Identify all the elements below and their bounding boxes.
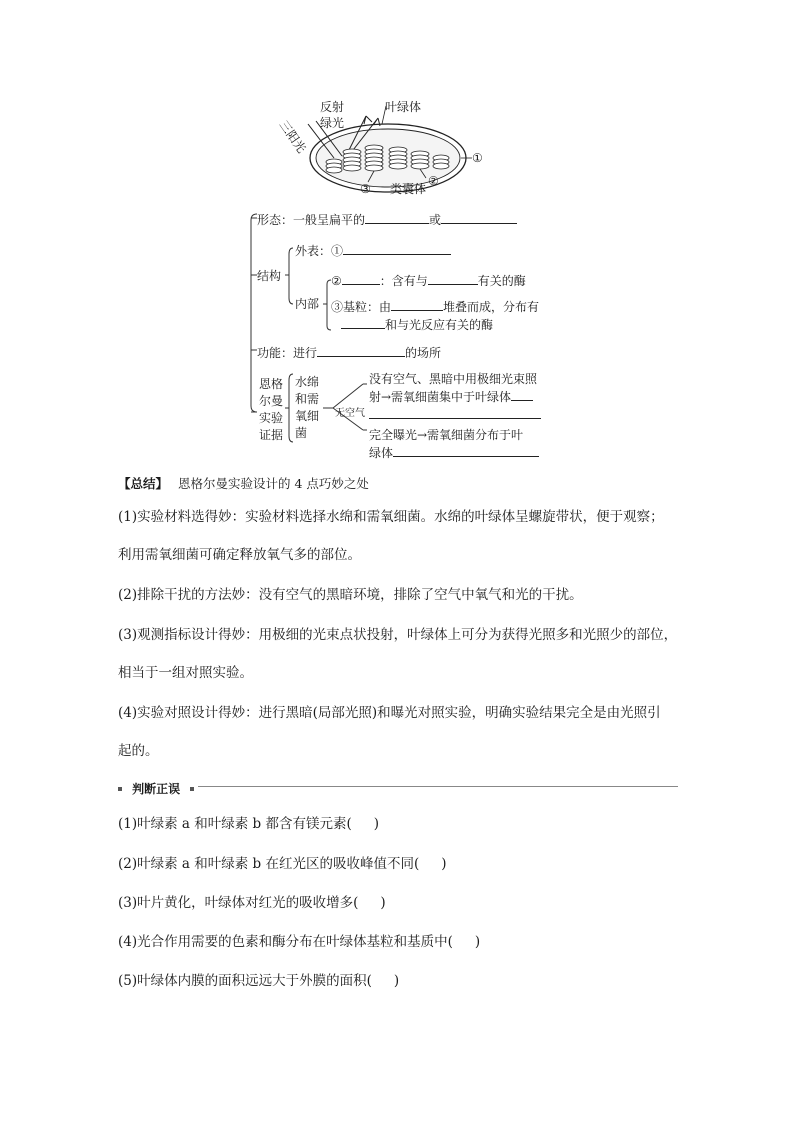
chloroplast-figure xyxy=(276,96,486,201)
judge-item-2 xyxy=(118,855,447,873)
eng-line-2: 尔曼 xyxy=(259,394,284,408)
material-line-1: 水绵 xyxy=(295,375,320,389)
summary-p3-line2: 相当于一组对照实验。 xyxy=(118,665,253,681)
shape-or: 或 xyxy=(429,213,442,227)
summary-title: 【总结】 xyxy=(118,476,169,491)
grana-num: ③ xyxy=(331,300,344,314)
material-label xyxy=(295,374,319,442)
map-outer-row xyxy=(295,242,451,259)
map-shape-row xyxy=(257,211,517,228)
structure-label: 结构 xyxy=(257,269,282,283)
summary-title-row xyxy=(118,474,369,492)
summary-p2: (2)排除干扰的方法妙：没有空气的黑暗环境，排除了空气中氧气和光的干扰。 xyxy=(118,587,583,603)
map-grana-row-2 xyxy=(341,316,493,333)
inner-label: 内部 xyxy=(295,297,320,311)
label-reflect-2: 绿光 xyxy=(320,116,345,130)
judge-heading-bullet-icon-2 xyxy=(190,787,194,791)
grana-text-1: 基粒：由 xyxy=(343,300,392,314)
function-text-2: 的场所 xyxy=(405,346,442,360)
label-1: ① xyxy=(472,151,483,165)
judge-item-1 xyxy=(118,815,379,833)
label-chloroplast: 叶绿体 xyxy=(385,100,422,114)
map-grana-row xyxy=(331,298,539,315)
judge-item-text: (2)叶绿素 a 和叶绿素 b 在红光区的吸收峰值不同( xyxy=(118,856,420,872)
material-line-2: 和需 xyxy=(295,392,320,406)
judge-item-text: (1)叶绿素 a 和叶绿素 b 都含有镁元素( xyxy=(118,816,352,832)
exp1-text xyxy=(369,370,541,424)
exp1-blank-1[interactable] xyxy=(511,388,533,401)
judge-item-5 xyxy=(118,972,399,990)
summary-p3-line1: (3)观测指标设计得妙：用极细的光束点状投射，叶绿体上可分为获得光照多和光照少的部位， xyxy=(118,627,678,643)
stroma-blank-1[interactable] xyxy=(342,272,380,285)
shape-blank-2[interactable] xyxy=(441,211,517,224)
judge-heading: 判断正误 xyxy=(132,782,181,796)
judge-item-text: (5)叶绿体内膜的面积远远大于外膜的面积( xyxy=(118,973,372,989)
summary-title-text: 恩格尔曼实验设计的 4 点巧妙之处 xyxy=(178,476,369,491)
exp1-line-2-row xyxy=(369,388,541,406)
judge-close-paren: ) xyxy=(393,973,400,989)
material-line-3: 氧细 xyxy=(295,409,320,423)
judge-close-paren: ) xyxy=(380,895,386,911)
judge-heading-rule xyxy=(198,786,678,787)
judge-heading-bullet-icon xyxy=(118,787,122,791)
exp2-line-2: 绿体 xyxy=(369,446,394,460)
judge-heading-row xyxy=(118,778,678,794)
grana-text-2: 堆叠而成，分布有 xyxy=(443,300,540,314)
grana-blank-1[interactable] xyxy=(391,298,443,311)
exp1-line-2: 射→需氧细菌集中于叶绿体 xyxy=(369,390,512,404)
stroma-text-2: 有关的酶 xyxy=(477,274,526,288)
eng-line-1: 恩格 xyxy=(259,377,284,391)
outer-num: ① xyxy=(331,244,344,258)
outer-blank[interactable] xyxy=(343,242,451,255)
summary-p1-line1: (1)实验材料选得妙：实验材料选择水绵和需氧细菌。水绵的叶绿体呈螺旋带状，便于观察； xyxy=(118,509,664,525)
stroma-blank-2[interactable] xyxy=(428,272,478,285)
exp2-line-1: 完全曝光→需氧细菌分布于叶 xyxy=(369,428,524,442)
label-sunlight: 三阳光 xyxy=(276,118,309,156)
exp1-blank-2[interactable] xyxy=(369,406,541,419)
exp1-line-3-row xyxy=(369,406,541,424)
judge-close-paren: ) xyxy=(474,934,481,950)
judge-item-text: (4)光合作用需要的色素和酶分布在叶绿体基粒和基质中( xyxy=(118,934,453,950)
label-reflect-1: 反射 xyxy=(320,100,345,114)
map-stroma-row xyxy=(331,272,526,289)
function-label: 功能： xyxy=(257,346,294,360)
shape-text: 一般呈扁平的 xyxy=(293,213,366,227)
no-air-label: 无空气 xyxy=(335,408,365,419)
exp2-text xyxy=(369,426,539,462)
label-2: ② xyxy=(428,174,439,188)
function-blank[interactable] xyxy=(317,344,405,357)
exp1-line-1: 没有空气、黑暗中用极细光束照 xyxy=(369,372,538,386)
concept-map xyxy=(245,208,565,463)
judge-item-text: (3)叶片黄化，叶绿体对红光的吸收增多( xyxy=(118,895,359,911)
material-line-4: 菌 xyxy=(295,426,308,440)
label-3: ③ xyxy=(360,182,371,196)
eng-line-3: 实验 xyxy=(259,411,284,425)
summary-p4-line2: 起的。 xyxy=(118,743,159,759)
exp2-line-2-row xyxy=(369,444,539,462)
judge-close-paren: ) xyxy=(373,816,380,832)
label-thylakoid: 类囊体 xyxy=(390,182,427,196)
judge-close-paren: ) xyxy=(441,856,447,872)
engelmann-label xyxy=(259,376,283,444)
stroma-text-1: ：含有与 xyxy=(379,274,428,288)
judge-item-3 xyxy=(118,894,386,912)
judge-item-4 xyxy=(118,933,480,951)
grana-text-3: 和与光反应有关的酶 xyxy=(385,318,494,332)
stroma-num: ② xyxy=(331,274,342,288)
eng-line-4: 证据 xyxy=(259,428,284,442)
summary-p4-line1: (4)实验对照设计得妙：进行黑暗(局部光照)和曝光对照实验，明确实验结果完全是由光照引 xyxy=(118,705,661,721)
summary-p1-line2: 利用需氧细菌可确定释放氧气多的部位。 xyxy=(118,547,361,563)
shape-label: 形态： xyxy=(257,213,294,227)
map-function-row xyxy=(257,344,441,361)
grana-blank-2[interactable] xyxy=(341,316,385,329)
outer-label: 外表： xyxy=(295,244,332,258)
exp2-blank[interactable] xyxy=(393,444,539,457)
shape-blank-1[interactable] xyxy=(365,211,429,224)
function-text-1: 进行 xyxy=(293,346,318,360)
